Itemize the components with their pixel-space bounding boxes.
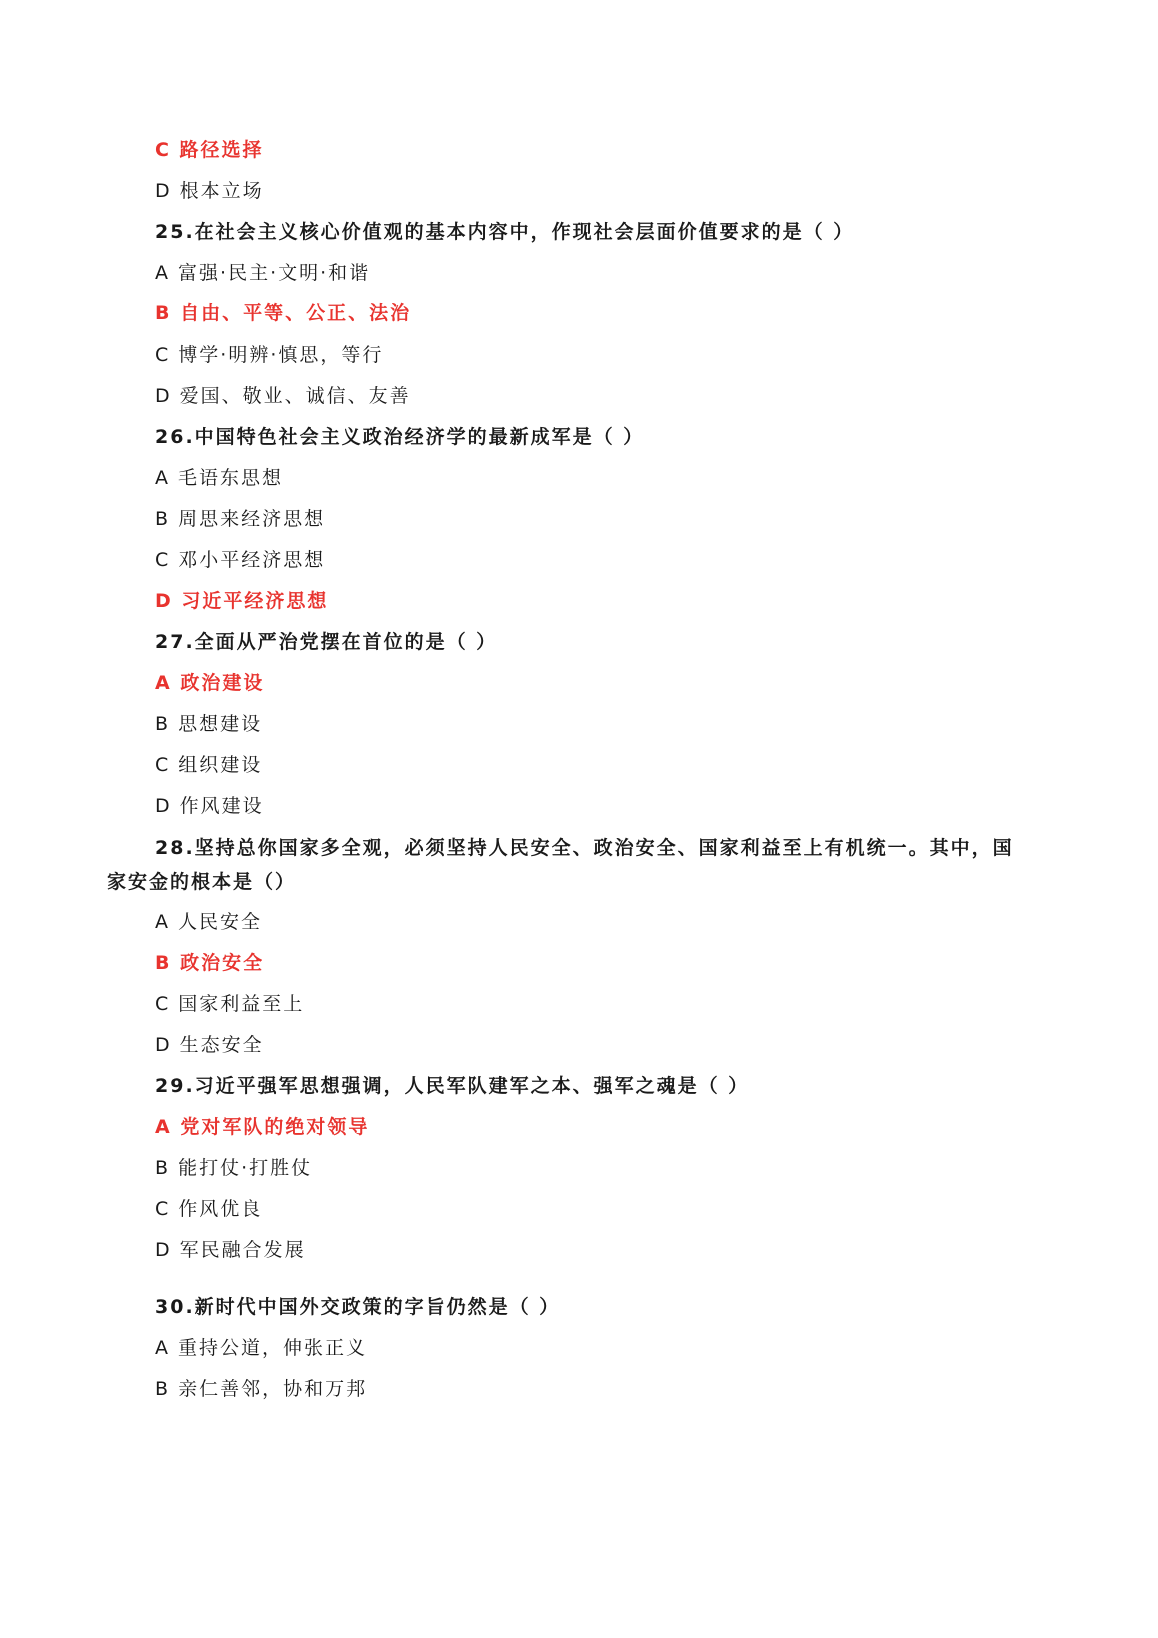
option-d-correct: D 习近平经济思想: [155, 590, 329, 612]
option-b: B 思想建设: [155, 713, 263, 735]
question-25: 25.在社会主义核心价值观的基本内容中，作现社会层面价值要求的是（ ）: [155, 221, 855, 243]
option-b-correct: B 政治安全: [155, 952, 265, 974]
question-26: 26.中国特色社会主义政治经济学的最新成军是（ ）: [155, 426, 645, 448]
option-d: D 作风建设: [155, 795, 264, 817]
option-d: D 爱国、敬业、诚信、友善: [155, 385, 411, 407]
option-d: D 军民融合发展: [155, 1239, 306, 1261]
option-a: A 人民安全: [155, 911, 263, 933]
question-28-line1: 28.坚持总你国家多全观，必须坚持人民安全、政治安全、国家利益至上有机统一。其中，国: [155, 837, 1014, 859]
question-27: 27.全面从严治党摆在首位的是（ ）: [155, 631, 498, 653]
option-c-correct: C 路径选择: [155, 139, 264, 161]
option-a: A 毛语东思想: [155, 467, 284, 489]
option-c: C 邓小平经济思想: [155, 549, 326, 571]
option-a: A 富强·民主·文明·和谐: [155, 262, 371, 284]
option-b-correct: B 自由、平等、公正、法治: [155, 302, 412, 324]
option-a-correct: A 政治建设: [155, 672, 265, 694]
option-b: B 亲仁善邻，协和万邦: [155, 1378, 368, 1400]
option-b: B 周思来经济思想: [155, 508, 326, 530]
option-a: A 重持公道，伸张正义: [155, 1337, 368, 1359]
question-29: 29.习近平强军思想强调，人民军队建军之本、强军之魂是（ ）: [155, 1075, 750, 1097]
option-c: C 国家利益至上: [155, 993, 305, 1015]
question-30: 30.新时代中国外交政策的字旨仍然是（ ）: [155, 1296, 561, 1318]
option-d: D 生态安全: [155, 1034, 264, 1056]
question-28-line2: 家安金的根本是（）: [107, 871, 297, 893]
option-d: D 根本立场: [155, 180, 264, 202]
option-c: C 博学·明辨·慎思，等行: [155, 344, 384, 366]
option-c: C 组织建设: [155, 754, 263, 776]
option-b: B 能打仗·打胜仗: [155, 1157, 313, 1179]
option-a-correct: A 党对军队的绝对领导: [155, 1116, 370, 1138]
option-c: C 作风优良: [155, 1198, 263, 1220]
